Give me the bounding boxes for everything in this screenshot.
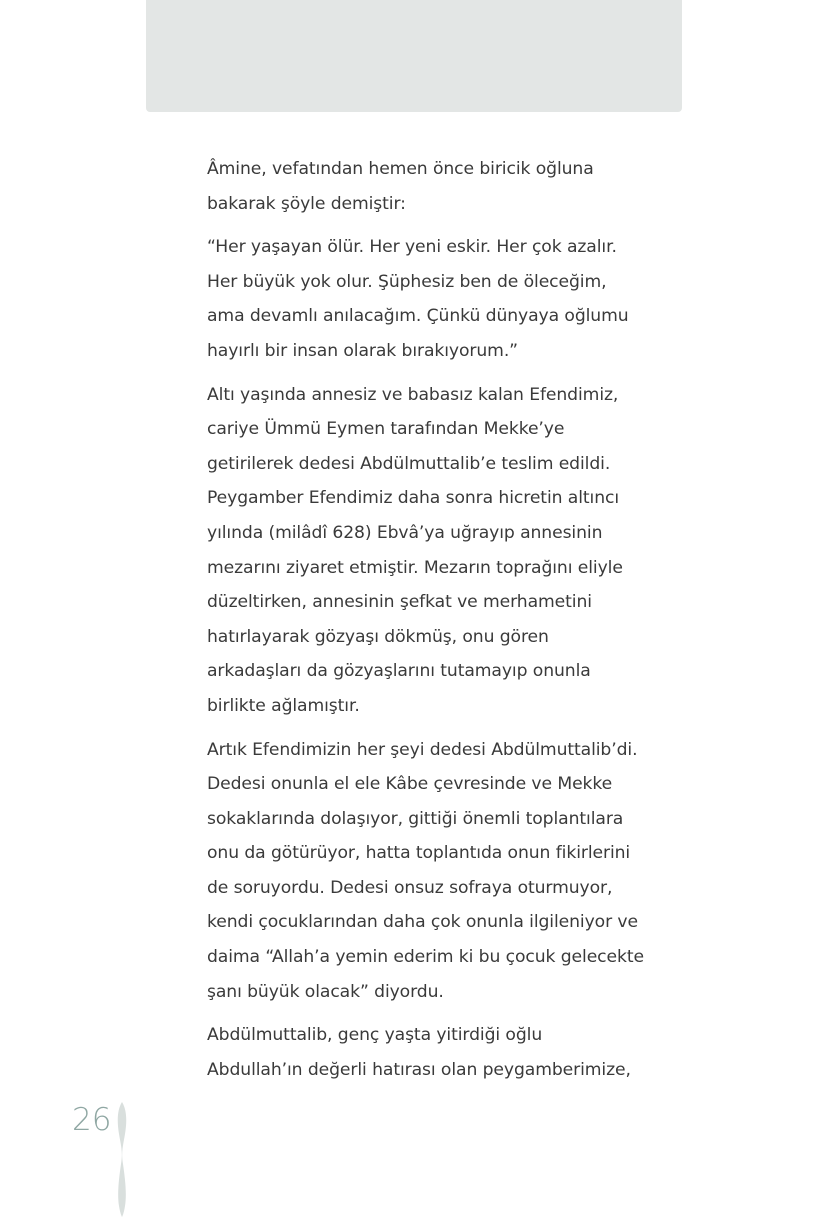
text-line: hatırlayarak gözyaşı dökmüş, onu gören bbox=[207, 626, 549, 647]
paragraph-4 bbox=[207, 733, 644, 1010]
text-line: cariye Ümmü Eymen tarafından Mekke’ye bbox=[207, 419, 565, 440]
text-line: “Her yaşayan ölür. Her yeni eskir. Her çok azalır. bbox=[207, 237, 617, 258]
text-line: Altı yaşında annesiz ve babasız kalan Efendimiz, bbox=[207, 384, 619, 405]
text-line: mezarını ziyaret etmiştir. Mezarın toprağını eliyle bbox=[207, 557, 623, 578]
page-number: 26 bbox=[72, 1102, 112, 1138]
text-line: de soruyordu. Dedesi onsuz sofraya oturmuyor, bbox=[207, 877, 613, 898]
paragraph-2-quote bbox=[207, 230, 637, 368]
text-line: Âmine, vefatından hemen önce biricik oğluna bbox=[207, 159, 594, 179]
text-line: düzeltirken, annesinin şefkat ve merhametini bbox=[207, 592, 592, 613]
text-line: bakarak şöyle demiştir: bbox=[207, 193, 406, 214]
text-line: şanı büyük olacak” diyordu. bbox=[207, 981, 444, 1002]
text-line: onu da götürüyor, hatta toplantıda onun fikirlerini bbox=[207, 843, 631, 864]
text-line: getirilerek dedesi Abdülmuttalib’e teslim edildi. bbox=[207, 453, 611, 474]
paragraph-1 bbox=[207, 152, 637, 221]
text-line: daima “Allah’a yemin ederim ki bu çocuk gelecekte bbox=[207, 947, 644, 968]
paragraph-5 bbox=[207, 1018, 637, 1087]
text-line: Abdülmuttalib, genç yaşta yitirdiği oğlu bbox=[207, 1025, 543, 1046]
page-ornament-icon bbox=[112, 1102, 132, 1217]
text-line: Dedesi onunla el ele Kâbe çevresinde ve Mekke bbox=[207, 774, 613, 795]
header-band bbox=[146, 0, 682, 112]
text-line: birlikte ağlamıştır. bbox=[207, 695, 360, 716]
text-line: Abdullah’ın değerli hatırası olan peygamberimize, bbox=[207, 1059, 631, 1080]
text-line: hayırlı bir insan olarak bırakıyorum.” bbox=[207, 340, 518, 361]
body-text bbox=[207, 152, 644, 1096]
text-line: Artık Efendimizin her şeyi dedesi Abdülmuttalib’di. bbox=[207, 739, 638, 760]
text-line: Peygamber Efendimiz daha sonra hicretin altıncı bbox=[207, 488, 620, 509]
text-line: ama devamlı anılacağım. Çünkü dünyaya oğlumu bbox=[207, 306, 629, 327]
text-line: kendi çocuklarından daha çok onunla ilgileniyor ve bbox=[207, 912, 638, 933]
paragraph-3 bbox=[207, 378, 637, 724]
text-line: Her büyük yok olur. Şüphesiz ben de öleceğim, bbox=[207, 271, 607, 292]
text-line: arkadaşları da gözyaşlarını tutamayıp onunla bbox=[207, 661, 591, 682]
text-line: yılında (milâdî 628) Ebvâ’ya uğrayıp annesinin bbox=[207, 522, 603, 543]
text-line: sokaklarında dolaşıyor, gittiği önemli toplantılara bbox=[207, 808, 624, 829]
